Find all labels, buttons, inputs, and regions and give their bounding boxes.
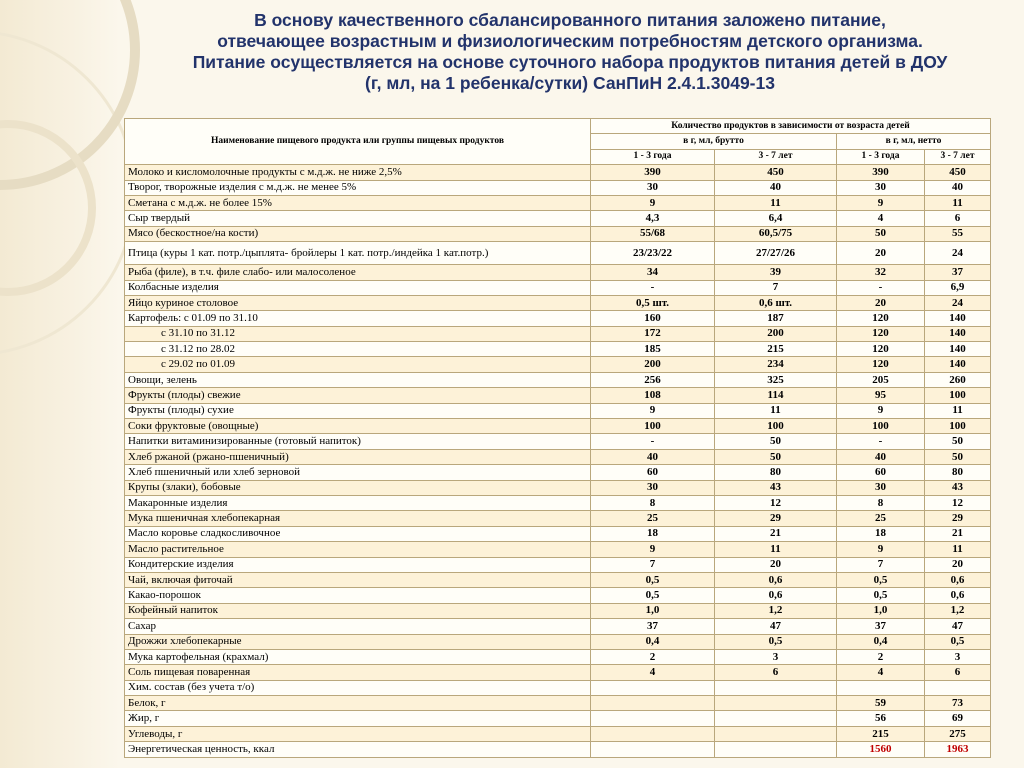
value-cell: 39 [715,265,837,280]
value-cell: 6 [925,211,991,226]
value-cell: - [837,280,925,295]
product-name-cell: Макаронные изделия [125,495,591,510]
value-cell: 24 [925,295,991,310]
value-cell: 37 [837,619,925,634]
value-cell [715,726,837,741]
value-cell: 50 [837,226,925,241]
value-cell: 0,6 [925,588,991,603]
product-name-cell: Птица (куры 1 кат. потр./цыплята- бройлеры 1 кат. потр./индейка 1 кат.потр.) [125,242,591,265]
value-cell: 11 [925,195,991,210]
table-row [125,326,991,341]
table-row [125,649,991,664]
value-cell: 47 [925,619,991,634]
value-cell: 100 [925,388,991,403]
value-cell: 50 [925,434,991,449]
table-row [125,434,991,449]
title-line: Питание осуществляется на основе суточного набора продуктов питания детей в ДОУ [192,52,948,72]
value-cell: 0,6 [715,572,837,587]
product-name-cell: Хлеб пшеничный или хлеб зерновой [125,465,591,480]
value-cell: 11 [925,542,991,557]
product-name-cell: Масло растительное [125,542,591,557]
header-quantity: Количество продуктов в зависимости от возраста детей [591,119,991,134]
value-cell: 60 [591,465,715,480]
table-row [125,311,991,326]
value-cell: 9 [591,403,715,418]
value-cell [591,742,715,757]
value-cell: 29 [715,511,837,526]
table-row [125,195,991,210]
value-cell: 0,6 [715,588,837,603]
table-row [125,557,991,572]
value-cell: 100 [591,419,715,434]
value-cell: 140 [925,311,991,326]
table-row [125,165,991,180]
value-cell: 120 [837,311,925,326]
product-name-cell: Соль пищевая поваренная [125,665,591,680]
value-cell: 24 [925,242,991,265]
value-cell: - [837,434,925,449]
value-cell: 140 [925,357,991,372]
value-cell: 234 [715,357,837,372]
value-cell: 40 [715,180,837,195]
value-cell [591,711,715,726]
value-cell: 80 [925,465,991,480]
value-cell: 7 [837,557,925,572]
product-name-cell: Сметана с м.д.ж. не более 15% [125,195,591,210]
value-cell: 43 [715,480,837,495]
value-cell: 80 [715,465,837,480]
value-cell: 4 [837,211,925,226]
value-cell: 9 [591,542,715,557]
value-cell: 140 [925,342,991,357]
product-name-cell: Мясо (бескостное/на кости) [125,226,591,241]
table-row [125,211,991,226]
food-norms-table [124,118,991,758]
value-cell: 20 [715,557,837,572]
value-cell: 9 [837,542,925,557]
value-cell: 450 [925,165,991,180]
value-cell: - [591,434,715,449]
value-cell: 6 [925,665,991,680]
value-cell [837,680,925,695]
value-cell: 325 [715,372,837,387]
value-cell: 32 [837,265,925,280]
value-cell: 30 [591,180,715,195]
table-row [125,403,991,418]
value-cell: 37 [925,265,991,280]
value-cell: 29 [925,511,991,526]
value-cell: 140 [925,326,991,341]
title-line: отвечающее возрастным и физиологическим потребностям детского организма. [217,31,923,51]
value-cell: 100 [925,419,991,434]
value-cell: 43 [925,480,991,495]
value-cell: 60 [837,465,925,480]
value-cell: 108 [591,388,715,403]
product-name-cell: Кондитерские изделия [125,557,591,572]
value-cell: 200 [715,326,837,341]
product-name-cell: Сахар [125,619,591,634]
table-row [125,226,991,241]
value-cell: 4,3 [591,211,715,226]
value-cell: 200 [591,357,715,372]
value-cell: 55 [925,226,991,241]
product-name-cell: Фрукты (плоды) свежие [125,388,591,403]
value-cell: 55/68 [591,226,715,241]
product-name-cell: Рыба (филе), в т.ч. филе слабо- или малосоленое [125,265,591,280]
value-cell: 40 [925,180,991,195]
value-cell: 12 [925,495,991,510]
product-name-cell: Какао-порошок [125,588,591,603]
table-row [125,665,991,680]
value-cell: 390 [837,165,925,180]
product-name-cell: Энергетическая ценность, ккал [125,742,591,757]
value-cell: 4 [591,665,715,680]
value-cell: 37 [591,619,715,634]
table-row [125,742,991,757]
value-cell: 100 [715,419,837,434]
value-cell: 6 [715,665,837,680]
product-name-cell: Творог, творожные изделия с м.д.ж. не менее 5% [125,180,591,195]
value-cell: 215 [715,342,837,357]
table-row [125,634,991,649]
value-cell [715,680,837,695]
value-cell: 20 [837,242,925,265]
header-gross: в г, мл, брутто [591,134,837,149]
value-cell: 9 [837,195,925,210]
header-age-net-3-7: 3 - 7 лет [925,149,991,164]
product-name-cell: Мука пшеничная хлебопекарная [125,511,591,526]
table-row [125,180,991,195]
value-cell: 1,2 [715,603,837,618]
header-net: в г, мл, нетто [837,134,991,149]
value-cell: - [591,280,715,295]
table-row [125,419,991,434]
product-name-cell: Чай, включая фиточай [125,572,591,587]
value-cell: 73 [925,696,991,711]
header-product: Наименование пищевого продукта или группы пищевых продуктов [125,119,591,165]
product-name-cell: Колбасные изделия [125,280,591,295]
value-cell: 260 [925,372,991,387]
value-cell: 2 [837,649,925,664]
value-cell: 7 [591,557,715,572]
value-cell: 120 [837,357,925,372]
value-cell: 25 [591,511,715,526]
value-cell: 20 [925,557,991,572]
title-line: (г, мл, на 1 ребенка/сутки) СанПиН 2.4.1.3049-13 [365,73,775,93]
value-cell: 34 [591,265,715,280]
value-cell [925,680,991,695]
value-cell: 0,6 шт. [715,295,837,310]
value-cell: 0,4 [837,634,925,649]
value-cell: 60,5/75 [715,226,837,241]
table-body [125,165,991,757]
value-cell: 0,5 [591,588,715,603]
value-cell: 0,6 [925,572,991,587]
title-line: В основу качественного сбалансированного питания заложено питание, [254,10,886,30]
value-cell: 47 [715,619,837,634]
slide-title [130,10,1010,94]
value-cell: 1,2 [925,603,991,618]
value-cell: 0,5 [837,588,925,603]
table-row [125,526,991,541]
value-cell [591,680,715,695]
value-cell: 450 [715,165,837,180]
value-cell [715,742,837,757]
product-name-cell: Углеводы, г [125,726,591,741]
header-age-gross-3-7: 3 - 7 лет [715,149,837,164]
product-name-cell: Овощи, зелень [125,372,591,387]
value-cell: 27/27/26 [715,242,837,265]
value-cell: 40 [591,449,715,464]
product-name-cell: с 29.02 по 01.09 [125,357,591,372]
value-cell: 0,5 [591,572,715,587]
value-cell: 3 [715,649,837,664]
value-cell: 25 [837,511,925,526]
value-cell: 50 [925,449,991,464]
product-name-cell: Масло коровье сладкосливочное [125,526,591,541]
value-cell: 56 [837,711,925,726]
value-cell: 215 [837,726,925,741]
value-cell: 3 [925,649,991,664]
value-cell [715,696,837,711]
value-cell: 6,4 [715,211,837,226]
table-row [125,588,991,603]
value-cell: 18 [837,526,925,541]
product-name-cell: Яйцо куриное столовое [125,295,591,310]
table-row [125,342,991,357]
value-cell: 390 [591,165,715,180]
product-name-cell: Сыр твердый [125,211,591,226]
value-cell: 30 [591,480,715,495]
value-cell: 12 [715,495,837,510]
product-name-cell: Напитки витаминизированные (готовый напиток) [125,434,591,449]
value-cell: 11 [715,542,837,557]
table-row [125,265,991,280]
value-cell: 20 [837,295,925,310]
value-cell: 187 [715,311,837,326]
value-cell [715,711,837,726]
product-name-cell: Крупы (злаки), бобовые [125,480,591,495]
value-cell: 50 [715,449,837,464]
table-row [125,480,991,495]
value-cell [591,726,715,741]
table-row [125,495,991,510]
value-cell [591,696,715,711]
value-cell: 120 [837,342,925,357]
table-row [125,572,991,587]
value-cell: 30 [837,180,925,195]
value-cell: 205 [837,372,925,387]
product-name-cell: Картофель: с 01.09 по 31.10 [125,311,591,326]
table-row [125,242,991,265]
value-cell: 275 [925,726,991,741]
value-cell: 1963 [925,742,991,757]
value-cell: 1,0 [591,603,715,618]
value-cell: 114 [715,388,837,403]
value-cell: 9 [837,403,925,418]
product-name-cell: Кофейный напиток [125,603,591,618]
value-cell: 0,5 [715,634,837,649]
value-cell: 256 [591,372,715,387]
table-row [125,711,991,726]
value-cell: 59 [837,696,925,711]
value-cell: 160 [591,311,715,326]
header-age-gross-1-3: 1 - 3 года [591,149,715,164]
value-cell: 4 [837,665,925,680]
value-cell: 185 [591,342,715,357]
value-cell: 50 [715,434,837,449]
product-name-cell: Белок, г [125,696,591,711]
table-row [125,372,991,387]
value-cell: 0,5 [925,634,991,649]
table-row [125,388,991,403]
product-name-cell: Мука картофельная (крахмал) [125,649,591,664]
table-row [125,680,991,695]
value-cell: 8 [837,495,925,510]
value-cell: 6,9 [925,280,991,295]
value-cell: 2 [591,649,715,664]
value-cell: 23/23/22 [591,242,715,265]
value-cell: 40 [837,449,925,464]
product-name-cell: Дрожжи хлебопекарные [125,634,591,649]
table-row [125,511,991,526]
value-cell: 0,5 [837,572,925,587]
value-cell: 21 [715,526,837,541]
table-row [125,280,991,295]
value-cell: 18 [591,526,715,541]
value-cell: 95 [837,388,925,403]
product-name-cell: Хим. состав (без учета т/о) [125,680,591,695]
product-name-cell: Соки фруктовые (овощные) [125,419,591,434]
product-name-cell: Молоко и кисломолочные продукты с м.д.ж. не ниже 2,5% [125,165,591,180]
header-age-net-1-3: 1 - 3 года [837,149,925,164]
value-cell: 30 [837,480,925,495]
value-cell: 120 [837,326,925,341]
value-cell: 0,5 шт. [591,295,715,310]
table-row [125,465,991,480]
table-row [125,726,991,741]
value-cell: 8 [591,495,715,510]
value-cell: 21 [925,526,991,541]
value-cell: 9 [591,195,715,210]
product-name-cell: Фрукты (плоды) сухие [125,403,591,418]
table-row [125,449,991,464]
product-name-cell: Хлеб ржаной (ржано-пшеничный) [125,449,591,464]
table-row [125,696,991,711]
product-name-cell: с 31.12 по 28.02 [125,342,591,357]
value-cell: 0,4 [591,634,715,649]
value-cell: 7 [715,280,837,295]
table-row [125,619,991,634]
table-row [125,542,991,557]
product-name-cell: Жир, г [125,711,591,726]
value-cell: 1,0 [837,603,925,618]
value-cell: 172 [591,326,715,341]
value-cell: 11 [925,403,991,418]
value-cell: 11 [715,195,837,210]
value-cell: 11 [715,403,837,418]
table-row [125,603,991,618]
table-row [125,357,991,372]
product-name-cell: с 31.10 по 31.12 [125,326,591,341]
value-cell: 1560 [837,742,925,757]
value-cell: 100 [837,419,925,434]
table-row [125,295,991,310]
value-cell: 69 [925,711,991,726]
